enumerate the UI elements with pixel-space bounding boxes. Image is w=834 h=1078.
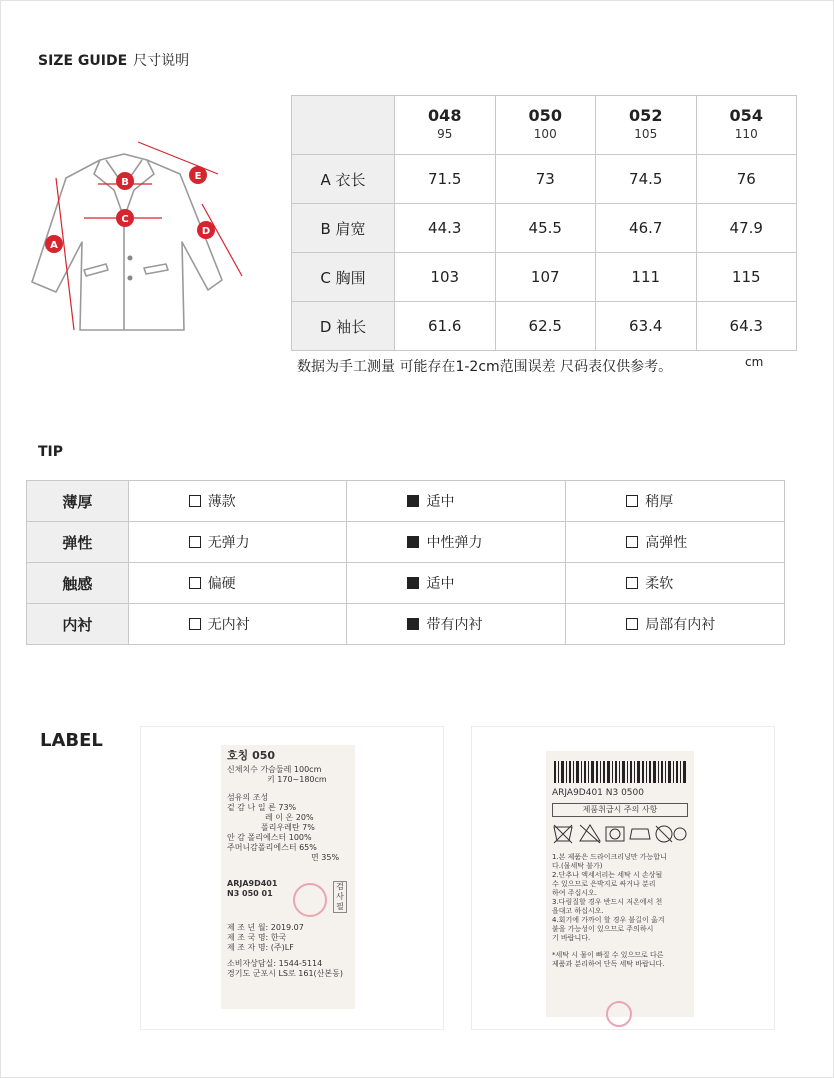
care-line: 다.(물세탁 불가): [552, 862, 603, 870]
measure-label: A 衣长: [292, 155, 395, 204]
tag-line: 폴리우레탄 7%: [261, 823, 315, 832]
tip-option: [128, 563, 347, 604]
tip-row-label: 弹性: [27, 522, 129, 563]
barcode-icon: [552, 759, 688, 785]
measure-value: 71.5: [395, 155, 496, 204]
size-guide-title: [38, 50, 189, 70]
tip-row: [27, 563, 785, 604]
size-row-c: [292, 253, 797, 302]
tip-option: [566, 522, 785, 563]
tip-option-label: 柔软: [645, 576, 674, 592]
care-line: 4.회기에 가까이 할 경우 불길이 옮겨: [552, 916, 665, 924]
measure-value: 62.5: [495, 302, 596, 351]
tip-option-label: 薄款: [207, 494, 236, 510]
tip-title: TIP: [38, 444, 64, 460]
tag-product-code: ARJA9D401 N3 0500: [552, 788, 644, 798]
unit-label: cm: [745, 355, 764, 369]
size-row-d: [292, 302, 797, 351]
measure-value: 103: [395, 253, 496, 302]
care-line: 기 바랍니다.: [552, 934, 591, 942]
measure-value: 64.3: [696, 302, 797, 351]
size-tag: [221, 745, 355, 1009]
size-guide-title-text: SIZE GUIDE: [38, 53, 128, 69]
tag-line: 섬유의 조성: [227, 793, 269, 802]
tip-row-label: 触感: [27, 563, 129, 604]
coat-measurement-diagram: [22, 130, 252, 345]
tag-line: N3 050 01: [227, 889, 273, 898]
tag-line: 제 조 자 명: (주)LF: [227, 943, 294, 952]
size-row-a: [292, 155, 797, 204]
checkbox-icon: [626, 536, 638, 548]
tag-line: 면 35%: [311, 853, 340, 862]
tag-line: 소비자상담실: 1544-5114: [227, 959, 323, 968]
checkbox-checked-icon: [407, 536, 419, 548]
care-tag: [546, 751, 694, 1017]
marker-c-label: C: [121, 214, 129, 225]
size-col-header: [495, 96, 596, 155]
checkbox-icon: [626, 495, 638, 507]
tip-option: [566, 481, 785, 522]
tip-option-label: 偏硬: [207, 576, 236, 592]
label-photo-size-tag: [140, 726, 444, 1030]
measure-value: 111: [596, 253, 697, 302]
size-col-header: [696, 96, 797, 155]
tip-option-label: 无弹力: [207, 535, 250, 551]
tip-row: [27, 604, 785, 645]
checkbox-icon: [189, 536, 201, 548]
care-line: *세탁 시 물이 빠질 수 있으므로 다른: [552, 951, 664, 959]
measure-value: 47.9: [696, 204, 797, 253]
tip-option: [128, 481, 347, 522]
measure-label: C 胸围: [292, 253, 395, 302]
size-col-header: [596, 96, 697, 155]
measure-label: B 肩宽: [292, 204, 395, 253]
tip-option-label: 适中: [426, 494, 455, 510]
size-alt: 105: [634, 127, 658, 141]
care-line: 2.단추나 액세서리는 세탁 시 손상될: [552, 871, 663, 879]
tag-line: 신체치수 가슴둘레 100cm: [227, 765, 322, 774]
tip-row-label: 薄厚: [27, 481, 129, 522]
marker-b-label: B: [121, 177, 129, 188]
checkbox-checked-icon: [407, 577, 419, 589]
size-alt: 100: [533, 127, 557, 141]
inspection-stamp-icon: [293, 883, 327, 917]
size-code: 054: [729, 106, 763, 125]
size-col-header: [395, 96, 496, 155]
tip-option-label: 适中: [426, 576, 455, 592]
stamp-icon: [606, 1001, 632, 1027]
tip-option-label: 中性弹力: [426, 535, 483, 551]
tip-option: [347, 481, 566, 522]
tip-option-label: 高弹性: [645, 535, 688, 551]
tag-line: 경기도 군포시 LS로 161(산본동): [227, 969, 343, 978]
tag-size-header: 호칭 050: [227, 749, 276, 762]
measure-value: 45.5: [495, 204, 596, 253]
measure-value: 46.7: [596, 204, 697, 253]
measure-value: 61.6: [395, 302, 496, 351]
measure-value: 115: [696, 253, 797, 302]
checkbox-checked-icon: [407, 495, 419, 507]
checkbox-icon: [626, 618, 638, 630]
tip-table: [26, 480, 785, 645]
tag-line: 레 이 온 20%: [265, 813, 314, 822]
tip-option: [347, 522, 566, 563]
marker-a-label: A: [50, 240, 58, 251]
tag-line: 제 조 국 명: 한국: [227, 933, 287, 942]
care-line: 하여 주십시오.: [552, 889, 598, 897]
size-alt: 95: [437, 127, 453, 141]
size-code: 052: [629, 106, 663, 125]
measure-value: 76: [696, 155, 797, 204]
measure-label: D 袖长: [292, 302, 395, 351]
tag-line: 안 감 폴리에스터 100%: [227, 833, 312, 842]
measurement-note: 数据为手工测量 可能存在1-2cm范围误差 尺码表仅供参考。: [297, 359, 673, 375]
checkbox-icon: [189, 618, 201, 630]
tip-option: [347, 563, 566, 604]
tip-option: [128, 604, 347, 645]
care-line: 수 있으므로 은박지로 싸거나 분리: [552, 880, 656, 888]
size-code: 050: [528, 106, 562, 125]
tip-row: [27, 522, 785, 563]
tip-option-label: 无内衬: [207, 617, 250, 633]
measure-value: 74.5: [596, 155, 697, 204]
size-row-b: [292, 204, 797, 253]
tag-line: ARJA9D401: [227, 879, 278, 888]
measure-value: 107: [495, 253, 596, 302]
care-line: 제품과 분리하여 단독 세탁 바랍니다.: [552, 960, 665, 968]
marker-e-label: E: [194, 171, 202, 182]
tip-option: [566, 604, 785, 645]
tip-row-label: 内衬: [27, 604, 129, 645]
tag-line: 주머니감폴리에스터 65%: [227, 843, 317, 852]
marker-d-label: D: [201, 226, 211, 237]
inspection-mark: 검사필: [333, 881, 347, 913]
care-line: 붙을 가능성이 있으므로 주의하시: [552, 925, 654, 933]
tip-option: [128, 522, 347, 563]
coat-button: [128, 276, 133, 281]
tag-line: 키 170~180cm: [267, 775, 327, 784]
label-title: LABEL: [40, 730, 103, 751]
coat-button: [128, 256, 133, 261]
size-table-corner: [292, 96, 395, 155]
care-line: 3.다림질할 경우 반드시 저온에서 천: [552, 898, 663, 906]
tag-line: 겉 감 나 일 론 73%: [227, 803, 297, 812]
tip-option-label: 局部有内衬: [645, 617, 716, 633]
care-line: 을대고 하십시오.: [552, 907, 604, 915]
checkbox-checked-icon: [407, 618, 419, 630]
size-table: [291, 95, 797, 351]
label-photo-care-tag: [471, 726, 775, 1030]
care-line: 1.본 제품은 드라이크리닝만 가능합니: [552, 853, 667, 861]
checkbox-icon: [189, 577, 201, 589]
tip-row: [27, 481, 785, 522]
size-header-row: [292, 96, 797, 155]
tip-option: [347, 604, 566, 645]
checkbox-icon: [626, 577, 638, 589]
tip-option: [566, 563, 785, 604]
size-guide-subtitle: 尺寸说明: [133, 53, 190, 69]
size-alt: 110: [734, 127, 758, 141]
tip-option-label: 带有内衬: [426, 617, 483, 633]
measure-value: 73: [495, 155, 596, 204]
tag-line: 제 조 년 월: 2019.07: [227, 923, 304, 932]
care-title: 제품취급시 주의 사항: [552, 803, 688, 817]
care-symbols-icon: [552, 821, 688, 847]
tip-option-label: 稍厚: [645, 494, 674, 510]
measure-value: 63.4: [596, 302, 697, 351]
measure-value: 44.3: [395, 204, 496, 253]
checkbox-icon: [189, 495, 201, 507]
size-code: 048: [428, 106, 462, 125]
